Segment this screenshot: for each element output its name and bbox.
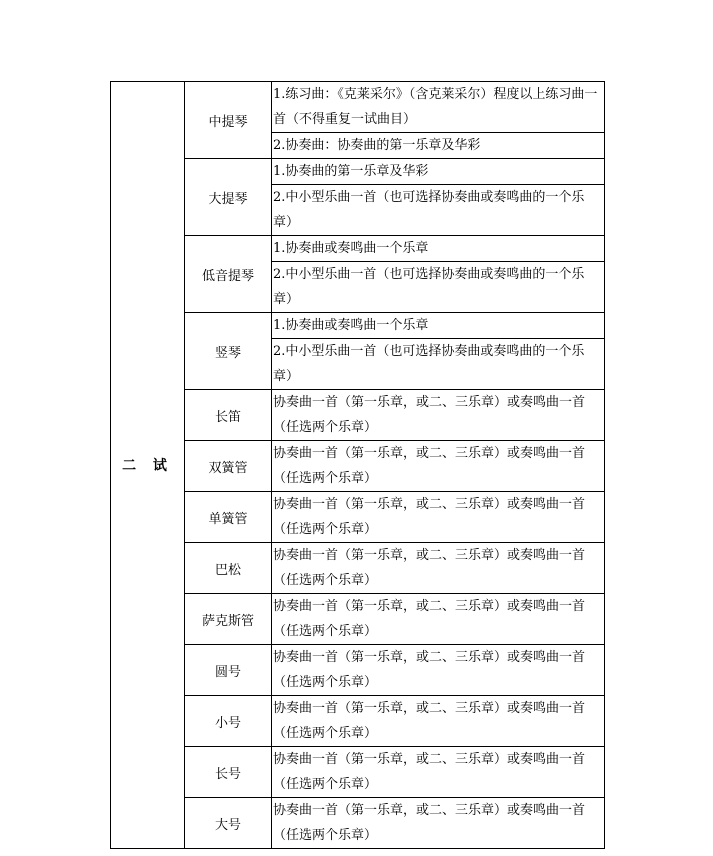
table-row xyxy=(111,82,605,133)
requirement-text: 协奏曲一首（第一乐章，或二、三乐章）或奏鸣曲一首（任选两个乐章） xyxy=(272,543,605,594)
instrument-name: 中提琴 xyxy=(185,82,272,159)
requirement-text: 协奏曲一首（第一乐章，或二、三乐章）或奏鸣曲一首（任选两个乐章） xyxy=(272,390,605,441)
requirement-text: 2.协奏曲：协奏曲的第一乐章及华彩 xyxy=(272,133,605,159)
requirement-text: 2.中小型乐曲一首（也可选择协奏曲或奏鸣曲的一个乐章） xyxy=(272,339,605,390)
table-row xyxy=(111,543,605,594)
requirement-text: 1.协奏曲或奏鸣曲一个乐章 xyxy=(272,236,605,262)
requirement-text: 2.中小型乐曲一首（也可选择协奏曲或奏鸣曲的一个乐章） xyxy=(272,262,605,313)
instrument-name: 圆号 xyxy=(185,645,272,696)
requirement-text: 协奏曲一首（第一乐章，或二、三乐章）或奏鸣曲一首（任选两个乐章） xyxy=(272,696,605,747)
requirement-text: 1.练习曲：《克莱采尔》（含克莱采尔）程度以上练习曲一首（不得重复一试曲目） xyxy=(272,82,605,133)
instrument-name: 萨克斯管 xyxy=(185,594,272,645)
table-row xyxy=(111,492,605,543)
table-row xyxy=(111,696,605,747)
instrument-name: 低音提琴 xyxy=(185,236,272,313)
table-row xyxy=(111,645,605,696)
table-row xyxy=(111,159,605,185)
instrument-name: 大提琴 xyxy=(185,159,272,236)
requirement-text: 协奏曲一首（第一乐章，或二、三乐章）或奏鸣曲一首（任选两个乐章） xyxy=(272,798,605,849)
round-label: 二 试 xyxy=(111,82,185,849)
requirement-text: 协奏曲一首（第一乐章，或二、三乐章）或奏鸣曲一首（任选两个乐章） xyxy=(272,594,605,645)
requirements-table xyxy=(110,81,605,849)
requirement-text: 协奏曲一首（第一乐章，或二、三乐章）或奏鸣曲一首（任选两个乐章） xyxy=(272,492,605,543)
instrument-name: 巴松 xyxy=(185,543,272,594)
table-row xyxy=(111,798,605,849)
requirement-text: 2.中小型乐曲一首（也可选择协奏曲或奏鸣曲的一个乐章） xyxy=(272,185,605,236)
table-row xyxy=(111,594,605,645)
instrument-name: 长号 xyxy=(185,747,272,798)
table-row xyxy=(111,441,605,492)
table-row xyxy=(111,313,605,339)
requirement-text: 1.协奏曲的第一乐章及华彩 xyxy=(272,159,605,185)
instrument-name: 小号 xyxy=(185,696,272,747)
requirement-text: 协奏曲一首（第一乐章，或二、三乐章）或奏鸣曲一首（任选两个乐章） xyxy=(272,747,605,798)
requirement-text: 协奏曲一首（第一乐章，或二、三乐章）或奏鸣曲一首（任选两个乐章） xyxy=(272,645,605,696)
instrument-name: 长笛 xyxy=(185,390,272,441)
instrument-name: 大号 xyxy=(185,798,272,849)
instrument-name: 竖琴 xyxy=(185,313,272,390)
requirement-text: 协奏曲一首（第一乐章，或二、三乐章）或奏鸣曲一首（任选两个乐章） xyxy=(272,441,605,492)
table-row xyxy=(111,390,605,441)
requirements-table-body xyxy=(111,82,605,849)
instrument-name: 单簧管 xyxy=(185,492,272,543)
instrument-name: 双簧管 xyxy=(185,441,272,492)
table-row xyxy=(111,747,605,798)
table-row xyxy=(111,236,605,262)
requirement-text: 1.协奏曲或奏鸣曲一个乐章 xyxy=(272,313,605,339)
